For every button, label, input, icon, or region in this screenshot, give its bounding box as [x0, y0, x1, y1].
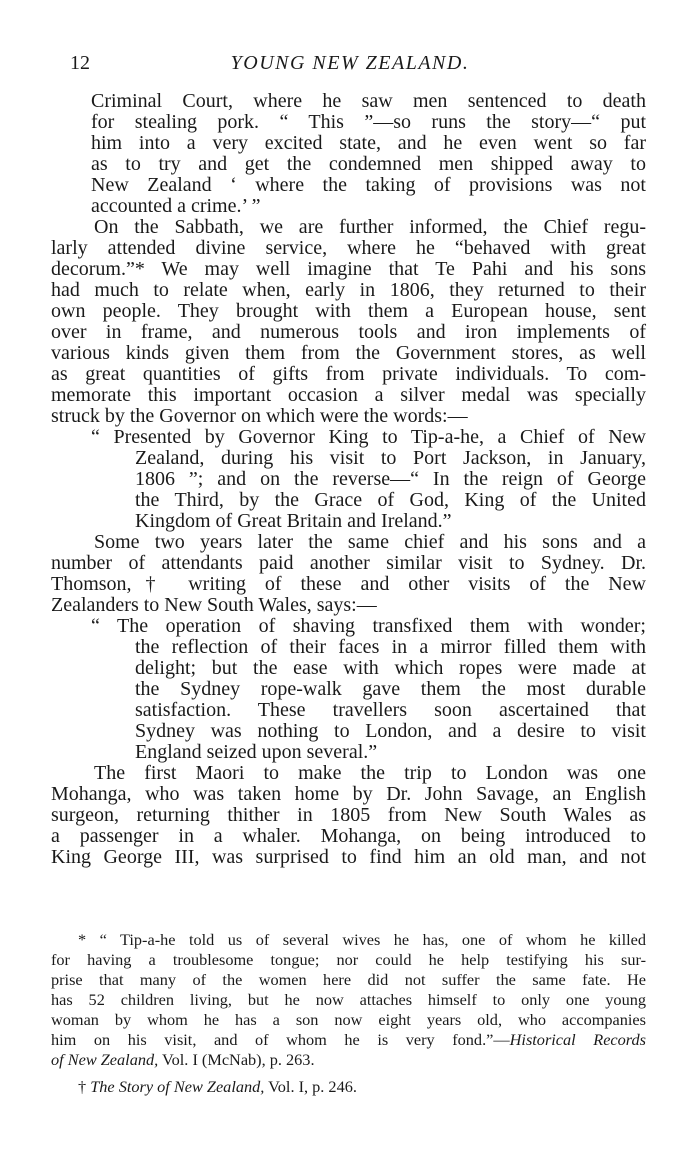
- quote-line: satisfaction. These travellers soon ascertained that: [135, 699, 646, 721]
- footnote-source-title: of New Zealand,: [51, 1050, 159, 1069]
- footnote-line: * “ Tip-a-he told us of several wives he has, one of whom he killed: [78, 930, 646, 949]
- footnote-line: has 52 children living, but he now attaches himself to only one young: [51, 990, 646, 1009]
- text-line: memorate this important occasion a silver medal was specially: [51, 384, 646, 406]
- text-line: Thomson,† writing of these and other visits of the New: [51, 573, 646, 595]
- footnote-line: [51, 1050, 646, 1070]
- text-line: The first Maori to make the trip to London was one: [94, 762, 646, 784]
- text-line: various kinds given them from the Government stores, as well: [51, 342, 646, 364]
- main-text: [51, 91, 646, 868]
- text-line: larly attended divine service, where he “behaved with great: [51, 237, 646, 259]
- quote-line: “ The operation of shaving transfixed them with wonder;: [91, 615, 646, 637]
- text-line: struck by the Governor on which were the words:—: [51, 405, 468, 427]
- text-line: own people. They brought with them a European house, sent: [51, 300, 646, 322]
- text-line: Zealanders to New South Wales, says:—: [51, 594, 377, 616]
- text-line: decorum.”* We may well imagine that Te Pahi and his sons: [51, 258, 646, 280]
- footnotes: [51, 930, 646, 1097]
- text-line: for stealing pork. “ This ”—so runs the story—“ put: [91, 111, 646, 133]
- quote-line: Kingdom of Great Britain and Ireland.”: [135, 510, 452, 532]
- text-line: had much to relate when, early in 1806, they returned to their: [51, 279, 646, 301]
- text-line: as great quantities of gifts from private individuals. To com-: [51, 363, 646, 385]
- page-header: [0, 52, 700, 82]
- footnote-source-title: Historical Records: [509, 1030, 646, 1049]
- text-line: Mohanga, who was taken home by Dr. John Savage, an English: [51, 783, 646, 805]
- text-line: Criminal Court, where he saw men sentenced to death: [91, 90, 646, 112]
- quote-line: Sydney was nothing to London, and a desire to visit: [135, 720, 646, 742]
- quote-line: the Sydney rope-walk gave them the most durable: [135, 678, 646, 700]
- text-line: accounted a crime.’ ”: [91, 195, 261, 217]
- text-line: Some two years later the same chief and his sons and a: [94, 531, 646, 553]
- text-line: King George III, was surprised to find him an old man, and not: [51, 846, 646, 868]
- footnote-source-tail: Vol. I (McNab), p. 263.: [158, 1050, 315, 1069]
- quote-line: delight; but the ease with which ropes were made at: [135, 657, 646, 679]
- text-line: New Zealand ‘ where the taking of provisions was not: [91, 174, 646, 196]
- text-line: him into a very excited state, and he even went so far: [91, 132, 646, 154]
- footnote-line: [51, 1077, 646, 1097]
- page-number: 12: [70, 52, 90, 74]
- footnote-source-tail: Vol. I, p. 246.: [264, 1077, 357, 1096]
- footnote-line: woman by whom he has a son now eight years old, who accompanies: [51, 1010, 646, 1029]
- dagger-mark: †: [78, 1077, 91, 1096]
- quote-line: the reflection of their faces in a mirror filled them with: [135, 636, 646, 658]
- footnote-line: prise that many of the women here did not suffer the same fate. He: [51, 970, 646, 989]
- running-title: YOUNG NEW ZEALAND.: [230, 52, 470, 74]
- quote-line: England seized upon several.”: [135, 741, 378, 763]
- text-line: On the Sabbath, we are further informed, the Chief regu-: [94, 216, 646, 238]
- quote-line: Zealand, during his visit to Port Jackson, in January,: [135, 447, 646, 469]
- quote-line: “ Presented by Governor King to Tip-a-he, a Chief of New: [91, 426, 646, 448]
- quote-line: 1806 ”; and on the reverse—“ In the reign of George: [135, 468, 646, 490]
- footnote-line: for having a troublesome tongue; nor could he help testifying his sur-: [51, 950, 646, 969]
- text-line: as to try and get the condemned men shipped away to: [91, 153, 646, 175]
- footnote-text: him on his visit, and of whom he is very fond.”—: [51, 1030, 510, 1049]
- text-line: a passenger in a whaler. Mohanga, on being introduced to: [51, 825, 646, 847]
- text-line: number of attendants paid another similar visit to Sydney. Dr.: [51, 552, 646, 574]
- quote-line: the Third, by the Grace of God, King of the United: [135, 489, 646, 511]
- text-line: over in frame, and numerous tools and iron implements of: [51, 321, 646, 343]
- footnote-source-title: The Story of New Zealand,: [90, 1077, 265, 1096]
- footnote-line: [51, 1030, 646, 1050]
- text-line: surgeon, returning thither in 1805 from New South Wales as: [51, 804, 646, 826]
